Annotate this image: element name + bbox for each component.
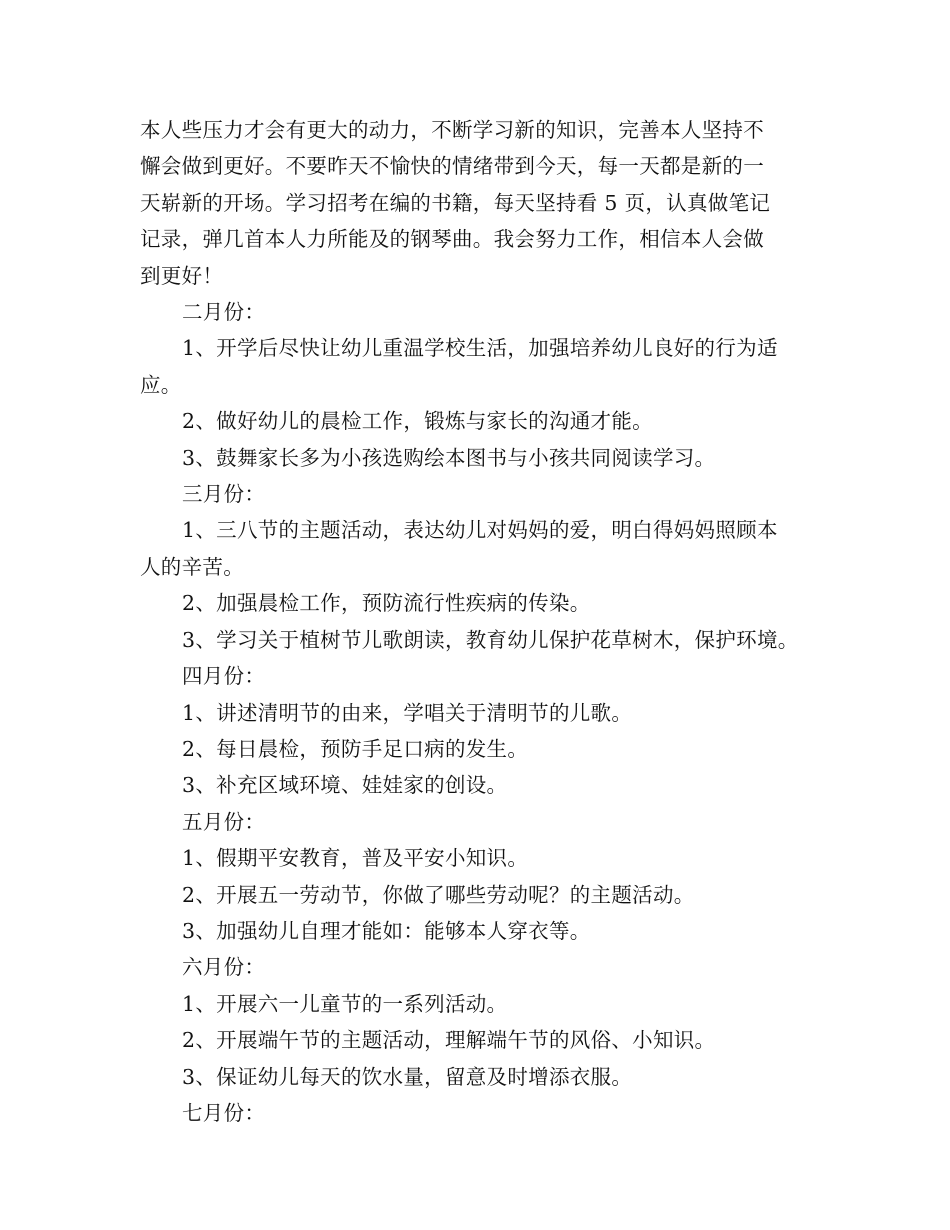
february-item-2: 2、做好幼儿的晨检工作，锻炼与家长的沟通才能。	[182, 409, 653, 434]
intro-line-1: 本人些压力才会有更大的动力，不断学习新的知识，完善本人坚持不	[140, 118, 764, 142]
april-item-3: 3、补充区域环境、娃娃家的创设。	[182, 773, 508, 798]
april-item-1: 1、讲述清明节的由来，学唱关于清明节的儿歌。	[182, 700, 633, 725]
april-heading: 四月份：	[182, 664, 266, 689]
may-item-1: 1、假期平安教育，普及平安小知识。	[182, 846, 529, 871]
intro-line-5: 到更好！	[140, 263, 224, 288]
march-heading: 三月份：	[182, 482, 266, 507]
document-body	[140, 112, 820, 1131]
march-item-1-line-1: 1、三八节的主题活动，表达幼儿对妈妈的爱，明白得妈妈照顾本	[182, 518, 778, 543]
may-heading: 五月份：	[182, 809, 266, 834]
february-heading: 二月份：	[182, 300, 266, 325]
june-item-3: 3、保证幼儿每天的饮水量，留意及时增添衣服。	[182, 1064, 633, 1089]
june-heading: 六月份：	[182, 955, 266, 980]
february-item-3: 3、鼓舞家长多为小孩选购绘本图书与小孩共同阅读学习。	[182, 445, 716, 470]
intro-line-2: 懈会做到更好。不要昨天不愉快的情绪带到今天，每一天都是新的一	[140, 154, 764, 179]
intro-line-3: 天崭新的开场。学习招考在编的书籍，每天坚持看 5 页，认真做笔记	[140, 190, 771, 215]
may-item-2: 2、开展五一劳动节，你做了哪些劳动呢？的主题活动。	[182, 882, 695, 907]
march-item-2: 2、加强晨检工作，预防流行性疾病的传染。	[182, 591, 591, 616]
june-item-2: 2、开展端午节的主题活动，理解端午节的风俗、小知识。	[182, 1028, 716, 1053]
intro-line-4: 记录，弹几首本人力所能及的钢琴曲。我会努力工作，相信本人会做	[140, 227, 764, 252]
june-item-1: 1、开展六一儿童节的一系列活动。	[182, 991, 508, 1016]
may-item-3: 3、加强幼儿自理才能如：能够本人穿衣等。	[182, 918, 591, 943]
march-item-1-line-2: 人的辛苦。	[140, 554, 244, 579]
july-heading: 七月份：	[182, 1100, 266, 1125]
april-item-2: 2、每日晨检，预防手足口病的发生。	[182, 736, 529, 761]
march-item-3: 3、学习关于植树节儿歌朗读，教育幼儿保护花草树木，保护环境。	[182, 627, 799, 652]
february-item-1-line-2: 应。	[140, 372, 182, 397]
february-item-1-line-1: 1、开学后尽快让幼儿重温学校生活，加强培养幼儿良好的行为适	[182, 336, 778, 361]
